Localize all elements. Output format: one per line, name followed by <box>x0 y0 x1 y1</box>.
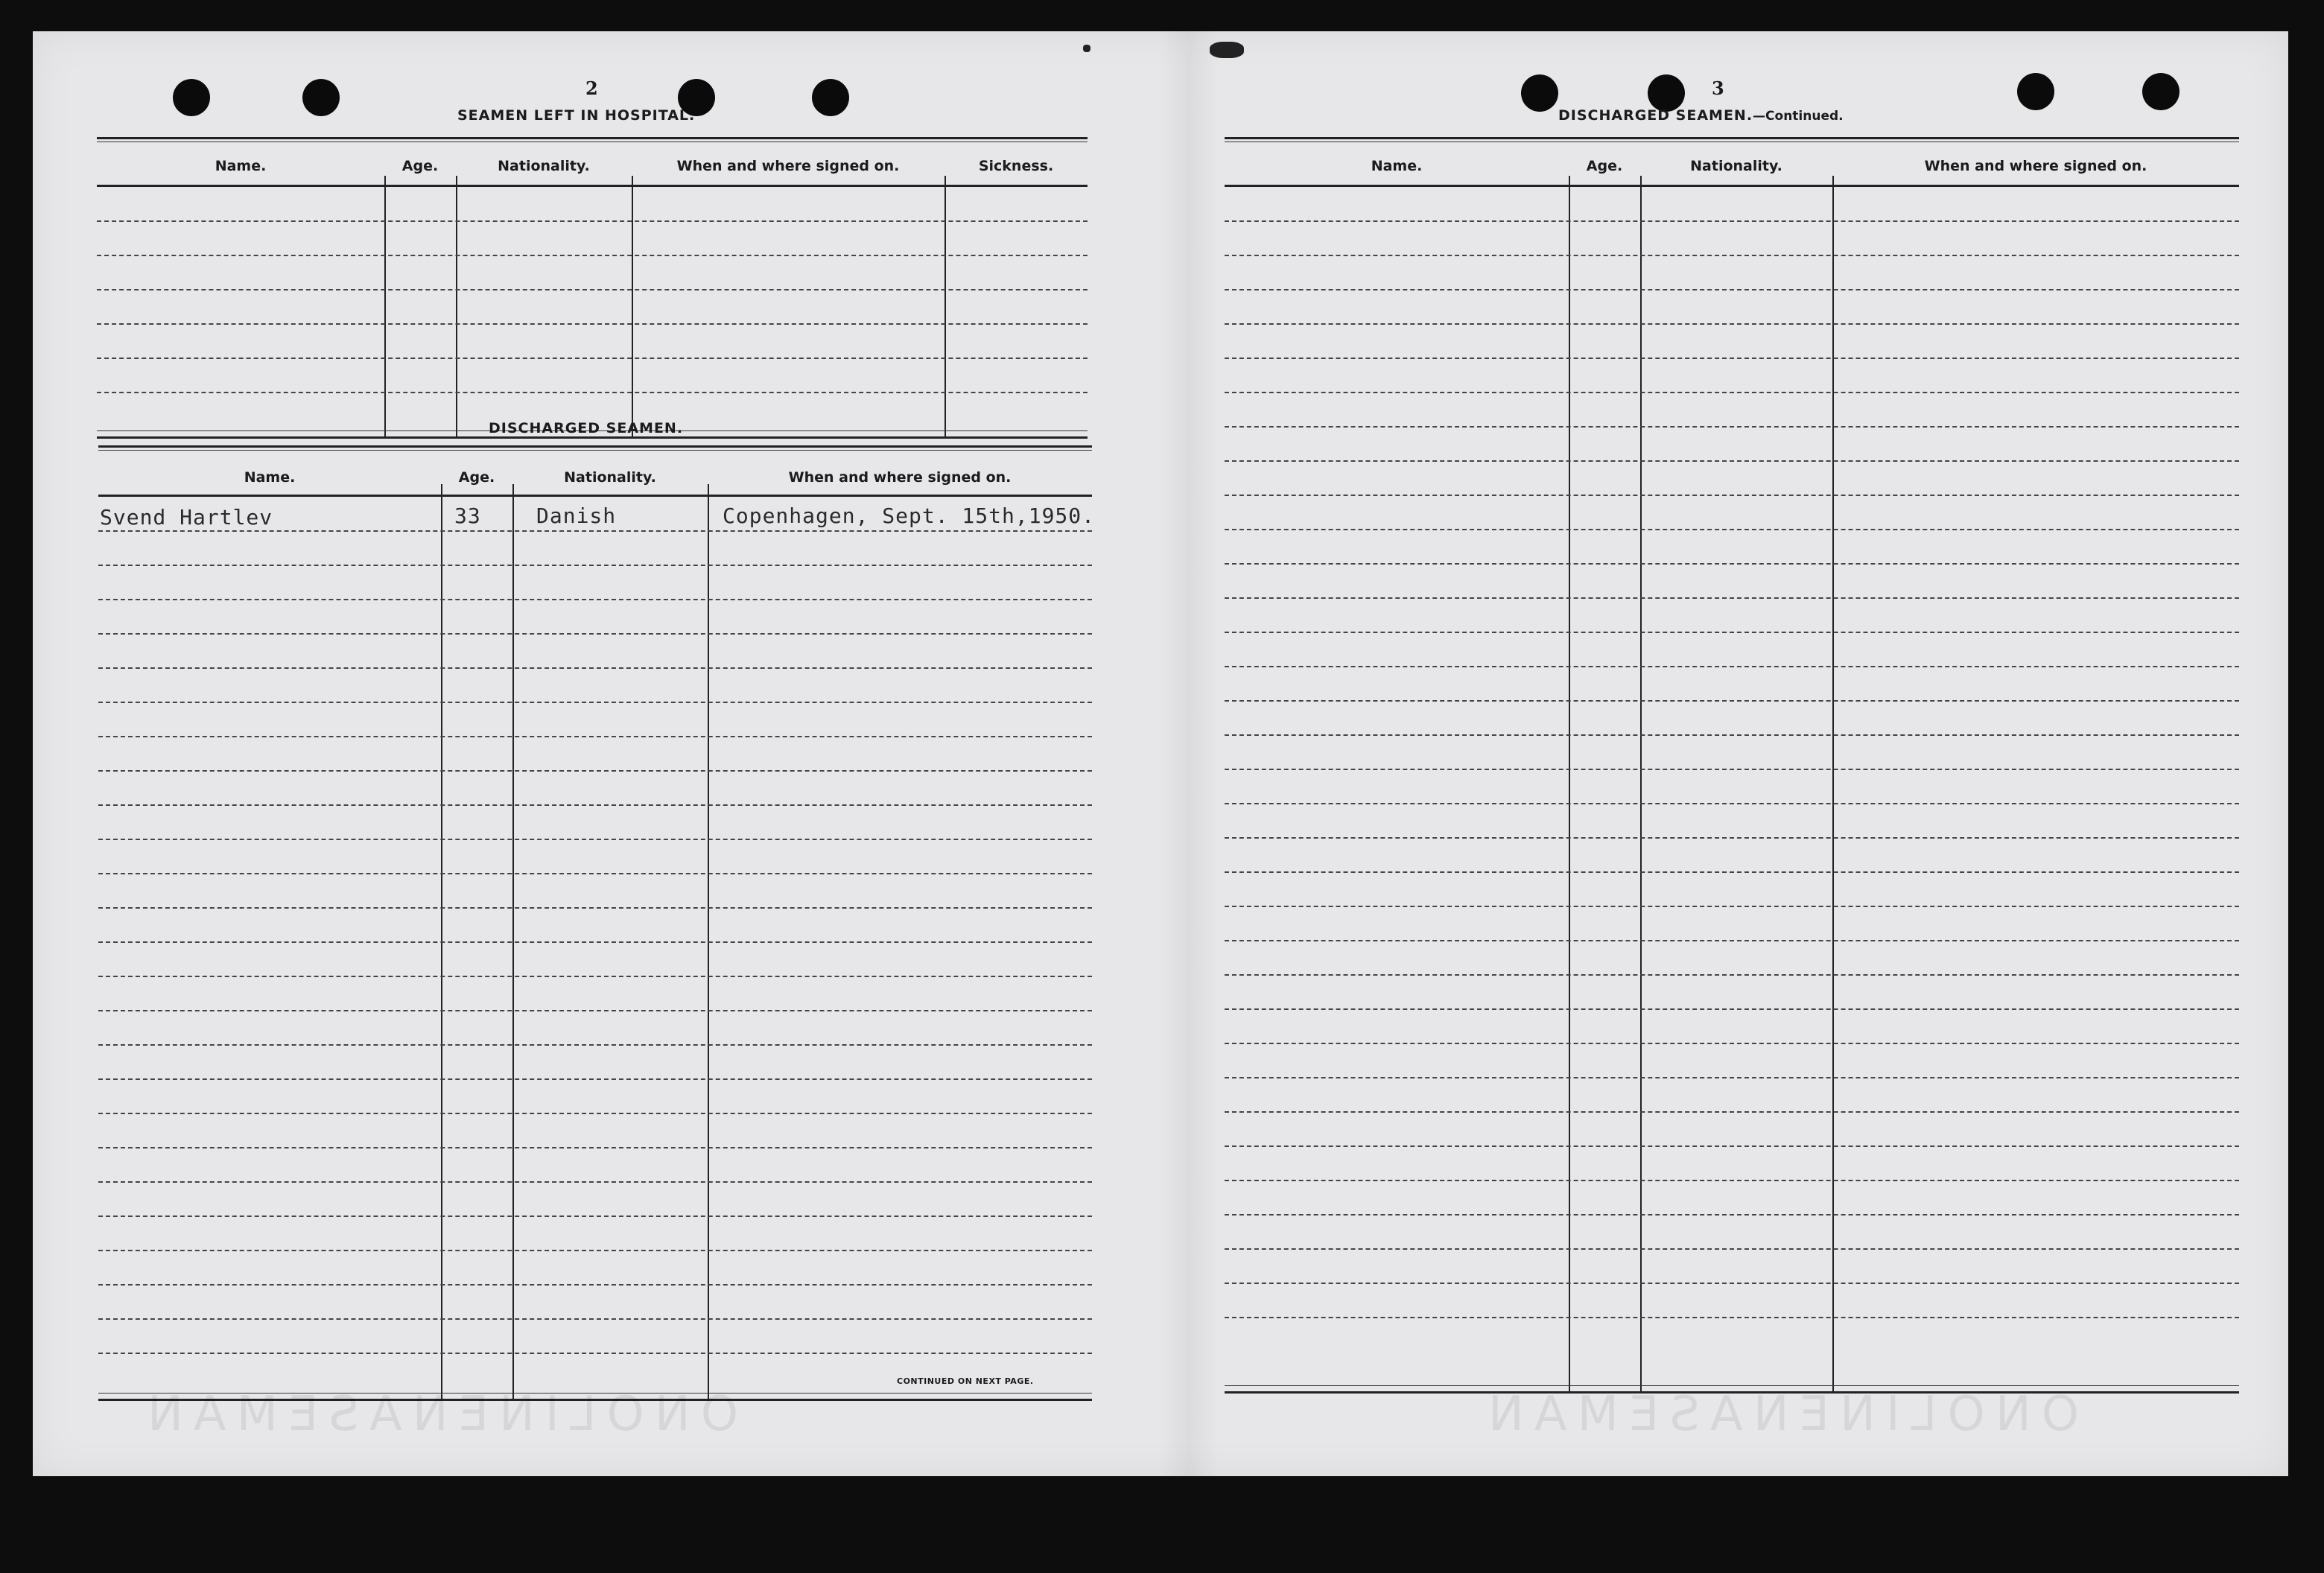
col-age: Age. <box>401 158 439 174</box>
punch-hole <box>302 79 340 116</box>
punch-hole <box>2017 73 2054 110</box>
col-name: Name. <box>244 469 296 486</box>
discharged-section-title: DISCHARGED SEAMEN. <box>489 420 684 436</box>
col-name: Name. <box>1371 158 1423 174</box>
scan-smudge <box>1083 45 1090 52</box>
col-nationality: Nationality. <box>498 158 590 174</box>
page-number-right: 3 <box>1712 77 1725 99</box>
scanned-document <box>33 31 2288 1476</box>
discharged-continued-title <box>1558 107 1844 124</box>
punch-hole <box>1648 74 1685 112</box>
punch-hole <box>1521 74 1558 112</box>
hospital-section-title: SEAMEN LEFT IN HOSPITAL. <box>457 107 696 124</box>
discharged-continued-title-main: DISCHARGED SEAMEN. <box>1558 107 1753 124</box>
col-signed-on: When and where signed on. <box>676 158 900 174</box>
page-number-left: 2 <box>585 77 599 99</box>
cell-age: 33 <box>454 503 481 528</box>
continued-note: CONTINUED ON NEXT PAGE. <box>897 1376 1034 1386</box>
col-name: Name. <box>215 158 267 174</box>
discharged-continued-suffix: —Continued. <box>1753 109 1844 124</box>
col-signed-on: When and where signed on. <box>788 469 1012 486</box>
cell-signed-on: Copenhagen, Sept. 15th,1950. <box>723 503 1096 528</box>
cell-nationality: Danish <box>536 503 617 528</box>
show-through-text: ONOLINENASEMAN <box>1478 1387 2080 1442</box>
col-signed-on: When and where signed on. <box>1924 158 2147 174</box>
col-age: Age. <box>458 469 495 486</box>
punch-hole <box>173 79 210 116</box>
punch-hole <box>2142 73 2179 110</box>
col-nationality: Nationality. <box>1690 158 1782 174</box>
cell-name: Svend Hartlev <box>100 505 273 530</box>
discharged-table-left <box>98 445 1096 1414</box>
col-sickness: Sickness. <box>978 158 1054 174</box>
page-fold <box>1159 31 1219 1476</box>
col-nationality: Nationality. <box>564 469 656 486</box>
show-through-text: ONOLINENASEMAN <box>137 1387 739 1442</box>
scan-smudge <box>1210 42 1244 58</box>
col-age: Age. <box>1586 158 1623 174</box>
hospital-table <box>97 137 1088 442</box>
discharged-table-right <box>1225 137 2239 1396</box>
punch-hole <box>812 79 849 116</box>
